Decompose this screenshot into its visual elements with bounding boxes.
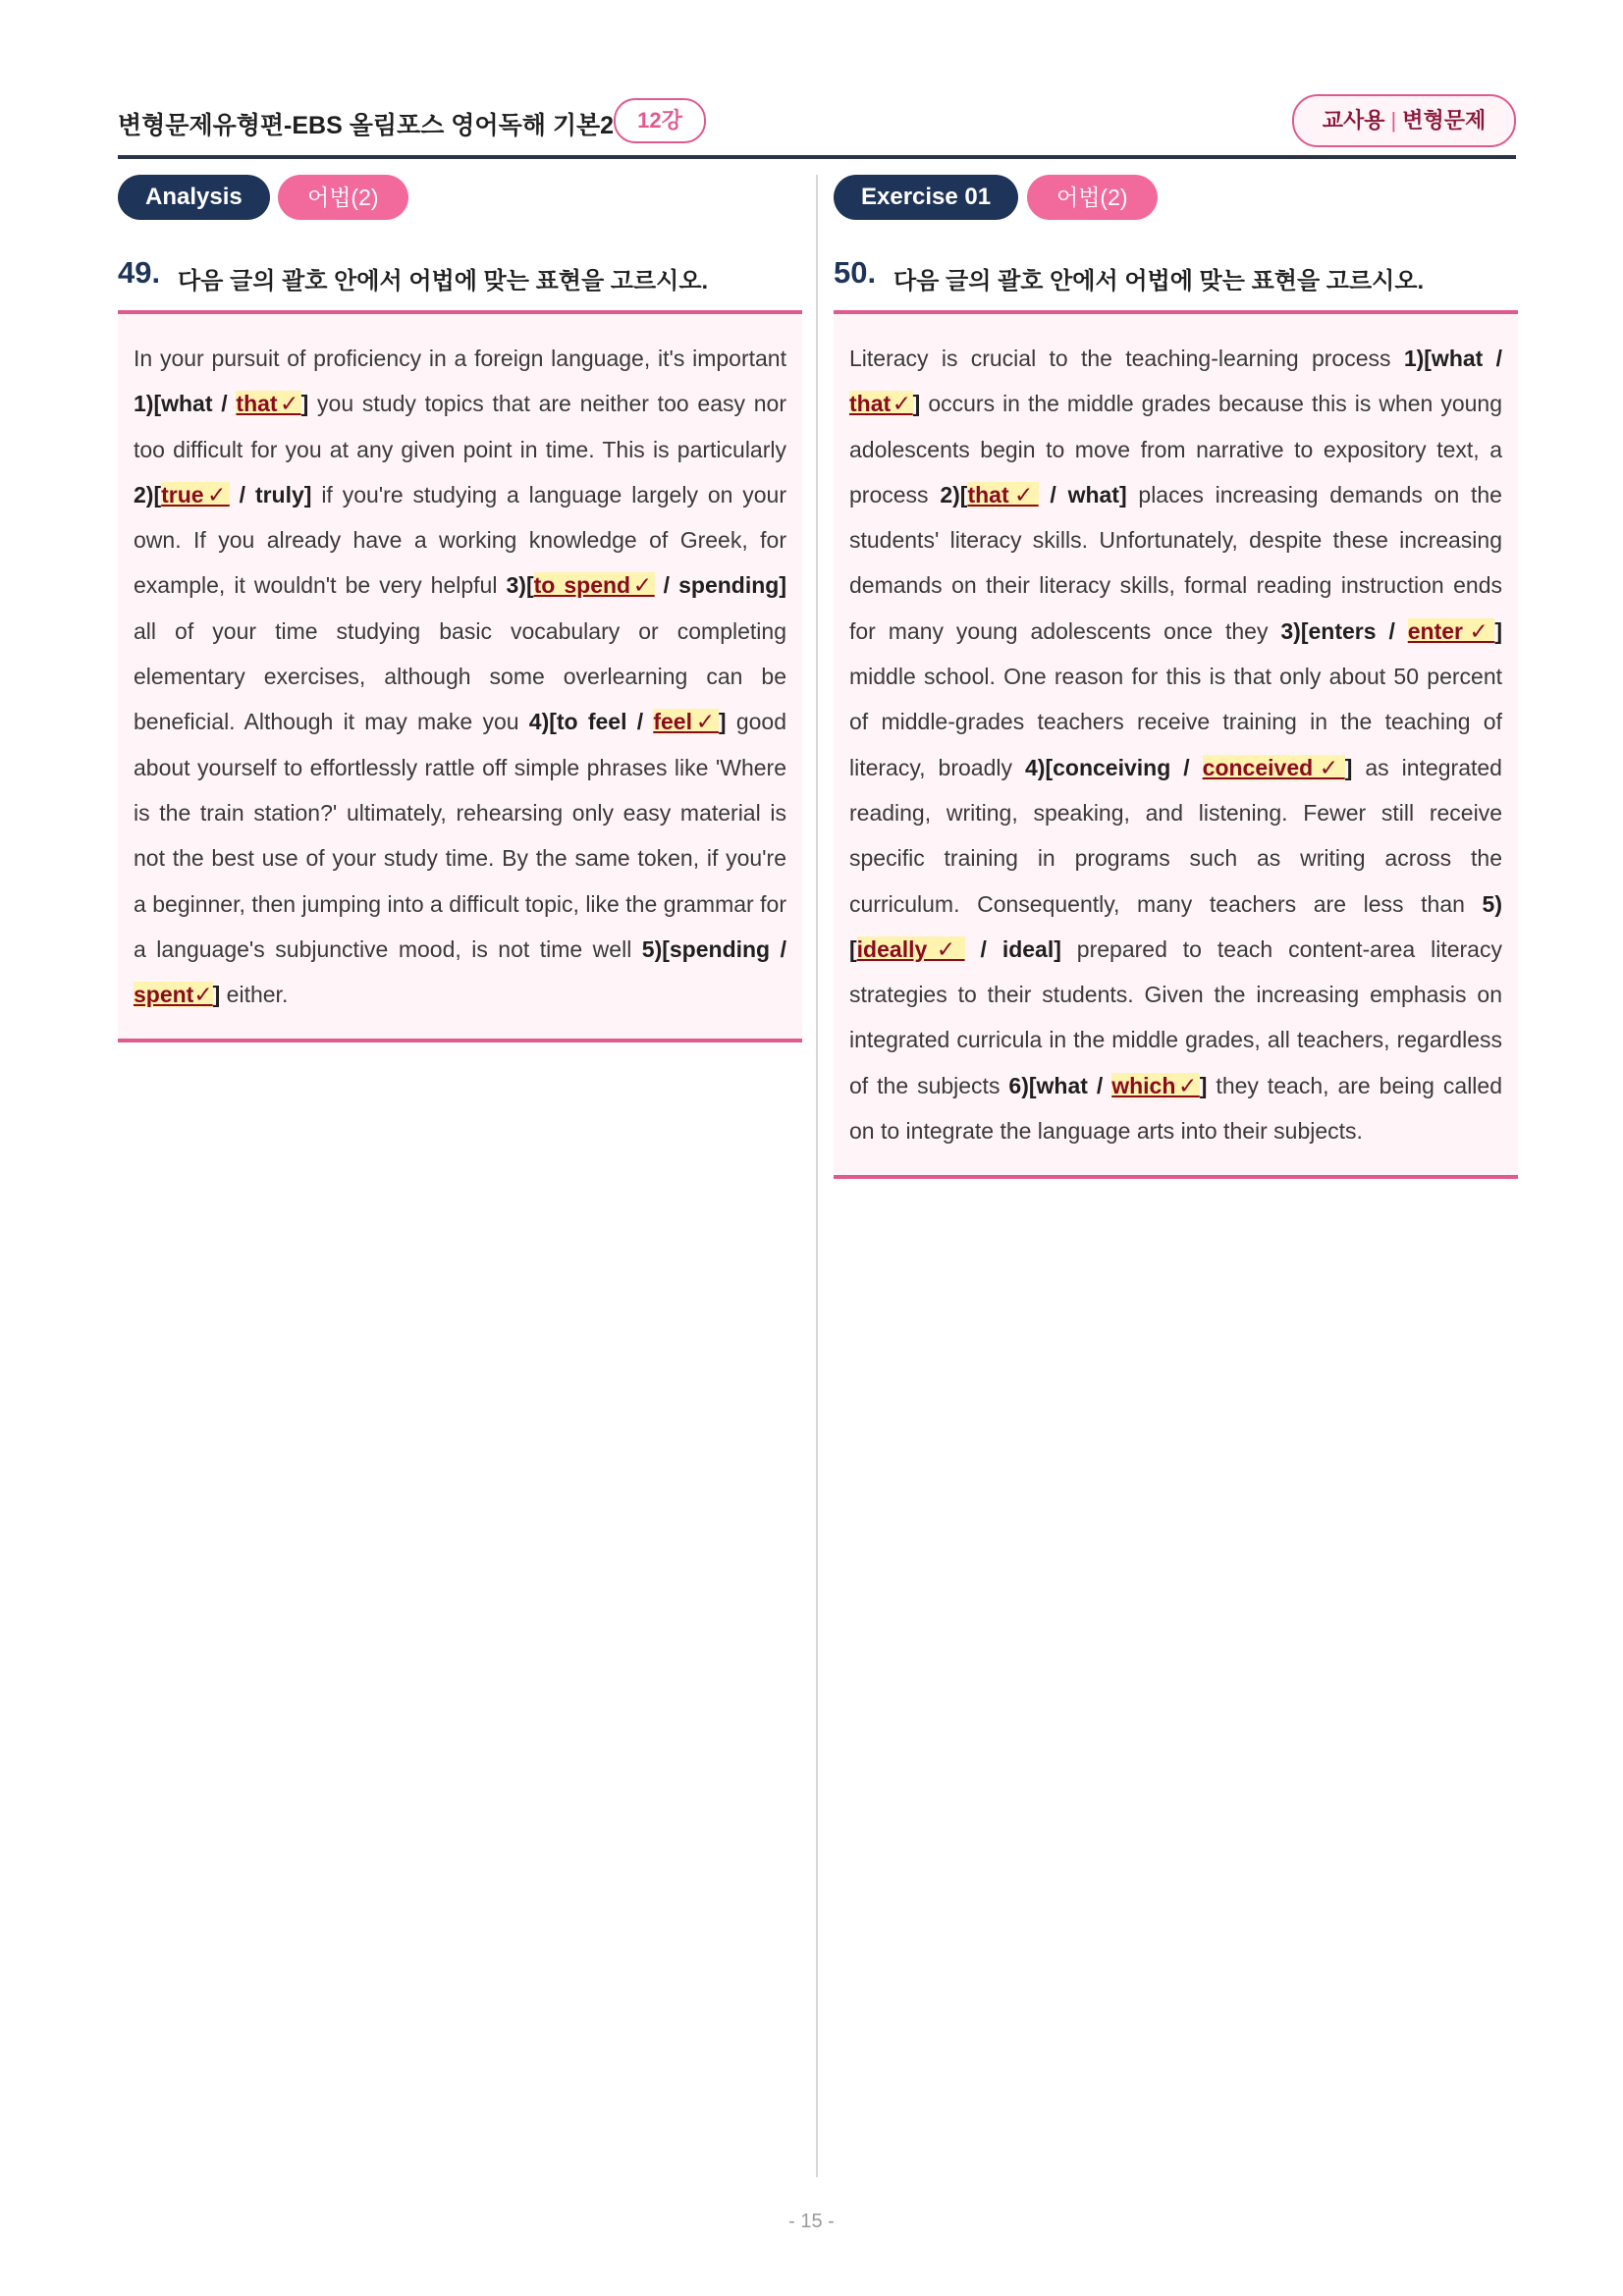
blank-choice: / what] xyxy=(1038,481,1127,507)
blank-choice: 6)[what / xyxy=(1008,1072,1112,1098)
answer-mark: that✓ xyxy=(849,391,913,417)
blank-choice: 4)[conceiving / xyxy=(1025,754,1203,780)
answer-mark: that✓ xyxy=(967,481,1039,507)
header-rule xyxy=(118,155,1516,159)
teacher-badge-label: 교사용 xyxy=(1322,108,1385,133)
left-column xyxy=(118,175,802,1042)
blank-choice: / ideal] xyxy=(964,935,1061,962)
teacher-badge xyxy=(1292,94,1516,147)
passage-segment: they teach, are being called on to integrate the language arts into their subjects. xyxy=(849,1072,1502,1145)
blank-choice: 1)[what / xyxy=(1403,346,1502,371)
variant-badge-label: 변형문제 xyxy=(1402,108,1487,133)
answer-mark: that✓ xyxy=(236,391,301,417)
lesson-badge: 12강 xyxy=(614,98,706,143)
blank-choice: 5)[spending / xyxy=(641,935,786,962)
answer-mark: true✓ xyxy=(161,481,230,507)
blank-choice: 5)[ xyxy=(849,890,1502,962)
blank-choice: 2)[ xyxy=(940,481,968,507)
passage-segment: middle school. One reason for this is that only about 50 percent of middle-grades teachers receive training in the teaching of literacy, broadly xyxy=(849,664,1502,780)
blank-choice: 3)[enters / xyxy=(1280,617,1408,644)
grammar-tag: 어법(2) xyxy=(1027,175,1158,220)
blank-choice: / spending] xyxy=(654,572,786,599)
answer-mark: to spend✓ xyxy=(533,572,655,599)
answer-mark: feel✓ xyxy=(653,709,719,735)
question-text: 다음 글의 괄호 안에서 어법에 맞는 표현을 고르시오. xyxy=(893,268,1425,294)
column-divider xyxy=(816,175,818,2177)
analysis-tag: Analysis xyxy=(118,175,270,220)
page-number: - 15 - xyxy=(788,2211,835,2232)
blank-choice: 4)[to feel / xyxy=(528,709,654,735)
book-title: 변형문제유형편-EBS 올림포스 영어독해 기본2 xyxy=(118,112,615,139)
blank-choice: 1)[what / xyxy=(134,391,237,417)
blank-choice: 3)[ xyxy=(506,572,534,599)
passage-text xyxy=(134,336,786,1017)
passage-segment: occurs in the middle grades because this is when young adolescents begin to move from narrative to expository text, a process xyxy=(849,391,1503,507)
blank-choice: ] xyxy=(912,391,921,417)
blank-choice: ] xyxy=(1199,1072,1208,1098)
answer-mark: ideally✓ xyxy=(856,935,965,962)
passage-segment: if you're studying a language largely on your own. If you already have a working knowledge of Greek, for example, it wouldn't be very helpful xyxy=(134,481,787,599)
blank-choice: ] xyxy=(1494,617,1502,644)
section-tags xyxy=(118,175,802,222)
passage-segment: you study topics that are neither too easy nor too difficult for you at any given point in time. This is particularly xyxy=(134,391,787,462)
blank-choice: ] xyxy=(1344,754,1353,780)
blank-choice: ] xyxy=(718,709,727,735)
section-tags xyxy=(834,175,1518,222)
answer-mark: conceived✓ xyxy=(1202,754,1345,780)
passage-segment: prepared to teach content-area literacy strategies to their students. Given the increasing emphasis on integrated curricula in the middle grades, all teachers, regardless of the subjects xyxy=(849,935,1502,1098)
page-header xyxy=(118,94,1516,153)
passage-segment: Literacy is crucial to the teaching-learning process xyxy=(849,346,1404,371)
passage-box xyxy=(834,310,1518,1179)
right-column xyxy=(834,175,1518,1179)
question-number: 50. xyxy=(834,255,877,290)
passage-segment: good about yourself to effortlessly rattle off simple phrases like 'Where is the train station?' ultimately, rehearsing only easy material is not the best use of your study time. By the same token, if you're a beginner, then jumping into a difficult topic, like the grammar for a language's subjunctive mood, is not time well xyxy=(134,709,786,962)
question-heading xyxy=(834,255,1518,294)
question-number: 49. xyxy=(118,255,161,290)
blank-choice: / truly] xyxy=(229,481,312,507)
blank-choice: ] xyxy=(300,391,309,417)
exercise-tag: Exercise 01 xyxy=(834,175,1018,220)
passage-segment: In your pursuit of proficiency in a foreign language, it's important xyxy=(134,346,786,371)
passage-segment: either. xyxy=(220,982,289,1008)
passage-box xyxy=(118,310,802,1042)
grammar-tag: 어법(2) xyxy=(278,175,408,220)
passage-segment: all of your time studying basic vocabulary or completing elementary exercises, although some overlearning can be beneficial. Although it may make you xyxy=(134,617,786,735)
answer-mark: spent✓ xyxy=(134,982,213,1008)
passage-segment: as integrated reading, writing, speaking, and listening. Fewer still receive specific training in programs such as writing across the curriculum. Consequently, many teachers are less than xyxy=(849,754,1502,917)
badge-separator: | xyxy=(1390,108,1397,133)
answer-mark: which✓ xyxy=(1111,1072,1200,1098)
blank-choice: 2)[ xyxy=(134,481,162,507)
blank-choice: ] xyxy=(212,982,221,1008)
passage-segment: places increasing demands on the students' literacy skills. Unfortunately, despite these increasing demands on their literacy skills, formal reading instruction ends for many young adolescents once they xyxy=(849,481,1502,644)
question-text: 다음 글의 괄호 안에서 어법에 맞는 표현을 고르시오. xyxy=(178,268,709,294)
answer-mark: enter✓ xyxy=(1407,617,1495,644)
passage-text xyxy=(849,336,1502,1153)
question-heading xyxy=(118,255,802,294)
